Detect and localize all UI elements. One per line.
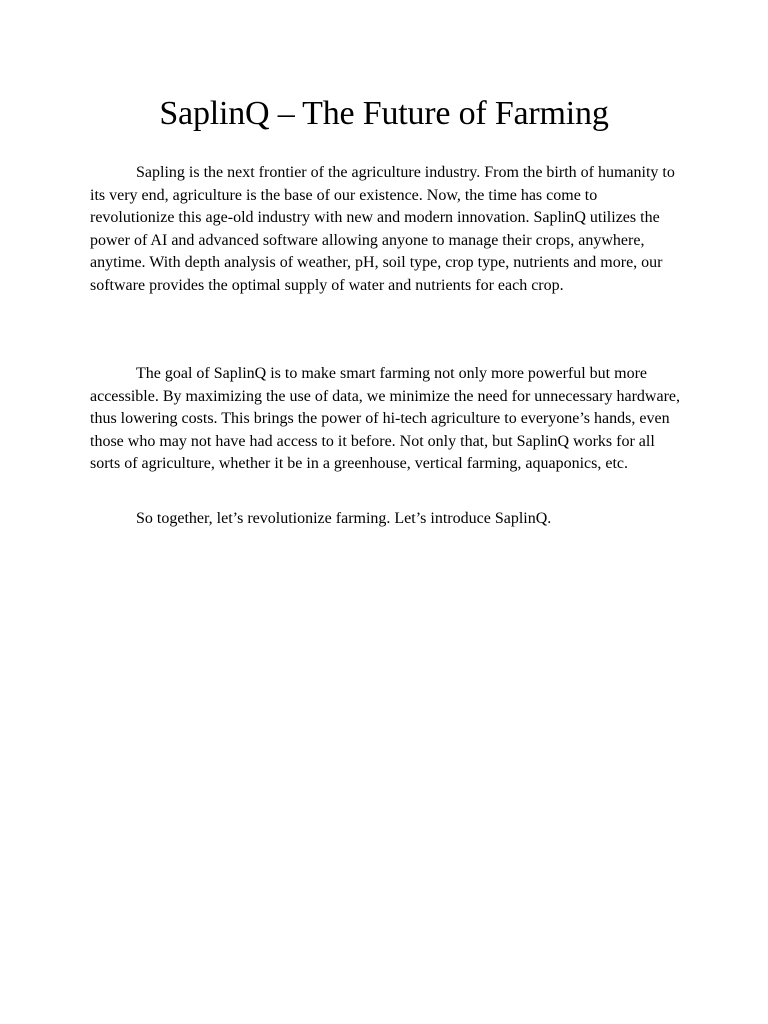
paragraph-container [90,508,680,531]
paragraph-container [90,363,680,476]
paragraph-goal: The goal of SaplinQ is to make smart farming not only more powerful but more accessible. By maximizing the use of data, we minimize the need for unnecessary hardware, thus lowering costs. This brings the power of hi-tech agriculture to everyone’s hands, even those who may not have had access to it before. Not only that, but SaplinQ works for all sorts of agriculture, whether it be in a greenhouse, vertical farming, aquaponics, etc. [90,365,680,472]
paragraph-container [90,162,680,297]
paragraph-intro: Sapling is the next frontier of the agriculture industry. From the birth of humanity to its very end, agriculture is the base of our existence. Now, the time has come to revolutionize this age-old industry with new and modern innovation. SaplinQ utilizes the power of AI and advanced software allowing anyone to manage their crops, anywhere, anytime. With depth analysis of weather, pH, soil type, crop type, nutrients and more, our software provides the optimal supply of water and nutrients for each crop. [90,164,675,294]
paragraph-closing: So together, let’s revolutionize farming. Let’s introduce SaplinQ. [136,510,552,527]
document-title: SaplinQ – The Future of Farming [159,95,609,132]
